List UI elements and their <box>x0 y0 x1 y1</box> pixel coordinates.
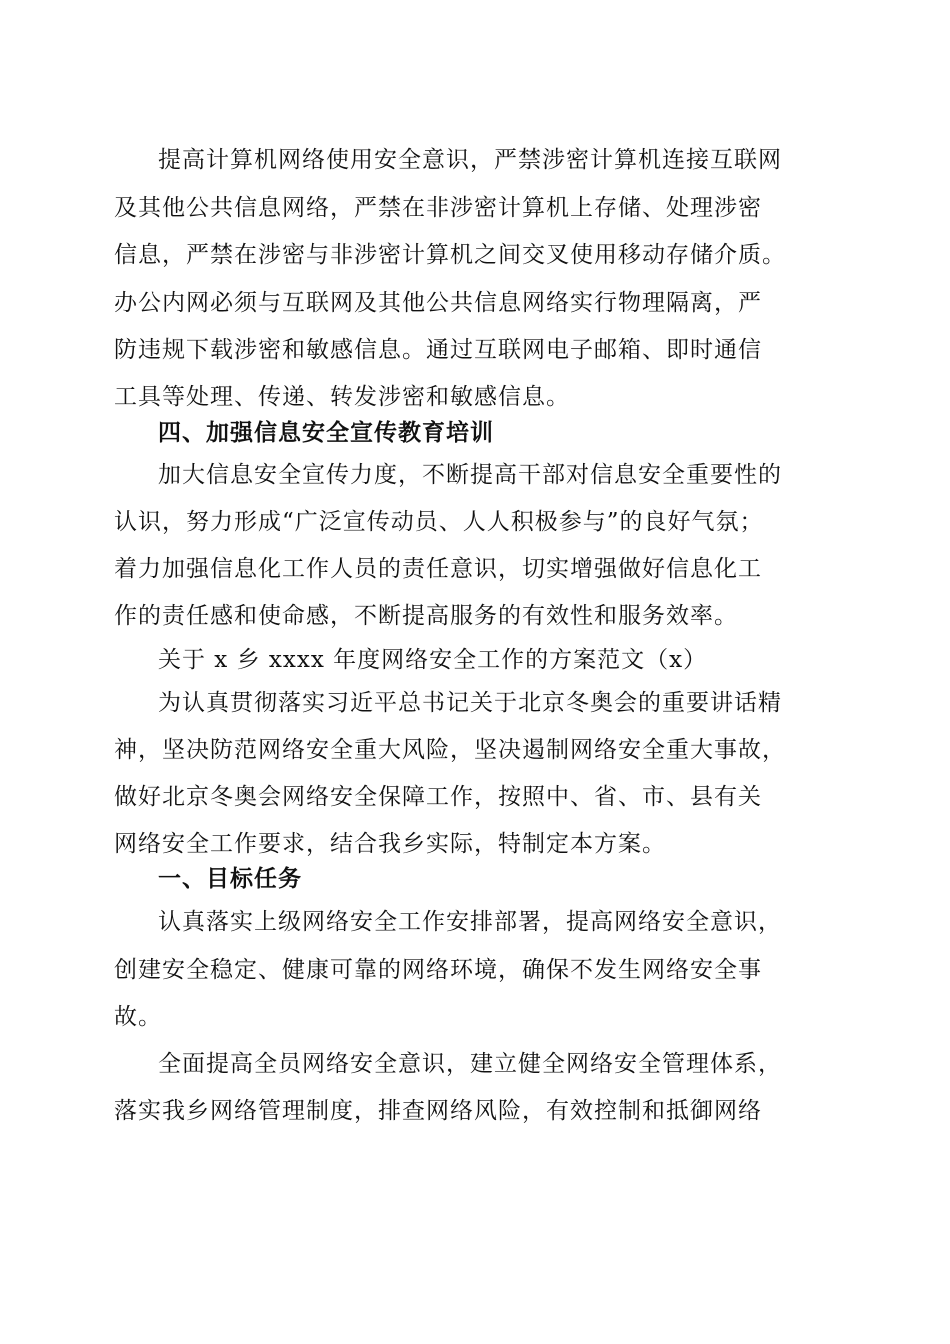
section-heading-1: 一、目标任务 <box>158 866 302 892</box>
paragraph-1-line-5: 防违规下载涉密和敏感信息。通过互联网电子邮箱、即时通信 <box>114 337 762 363</box>
paragraph-3-line-3: 做好北京冬奥会网络安全保障工作，按照中、省、市、县有关 <box>114 784 762 810</box>
paragraph-1-line-4: 办公内网必须与互联网及其他公共信息网络实行物理隔离，严 <box>114 290 762 316</box>
paragraph-2-line-2: 认识，努力形成“广泛宣传动员、人人积极参与”的良好气氛； <box>114 509 764 535</box>
document-title-line: 关于 x 乡 xxxx 年度网络安全工作的方案范文（x） <box>158 647 708 673</box>
paragraph-2-line-4: 作的责任感和使命感，不断提高服务的有效性和服务效率。 <box>114 603 738 629</box>
paragraph-2-line-3: 着力加强信息化工作人员的责任意识，切实增强做好信息化工 <box>114 556 762 582</box>
paragraph-4-line-3: 故。 <box>114 1004 162 1030</box>
paragraph-1-line-2: 及其他公共信息网络，严禁在非涉密计算机上存储、处理涉密 <box>114 195 762 221</box>
paragraph-4-line-1: 认真落实上级网络安全工作安排部署，提高网络安全意识， <box>158 909 782 935</box>
section-heading-4: 四、加强信息安全宣传教育培训 <box>158 420 494 446</box>
paragraph-4-line-2: 创建安全稳定、健康可靠的网络环境，确保不发生网络安全事 <box>114 957 762 983</box>
paragraph-3-line-2: 神，坚决防范网络安全重大风险，坚决遏制网络安全重大事故， <box>114 737 786 763</box>
paragraph-1-line-3: 信息，严禁在涉密与非涉密计算机之间交叉使用移动存储介质。 <box>114 242 786 268</box>
paragraph-5-line-2: 落实我乡网络管理制度，排查网络风险，有效控制和抵御网络 <box>114 1098 762 1124</box>
paragraph-3-line-4: 网络安全工作要求，结合我乡实际，特制定本方案。 <box>114 831 666 857</box>
paragraph-3-line-1: 为认真贯彻落实习近平总书记关于北京冬奥会的重要讲话精 <box>158 690 782 716</box>
paragraph-5-line-1: 全面提高全员网络安全意识，建立健全网络安全管理体系， <box>158 1051 782 1077</box>
paragraph-1-line-6: 工具等处理、传递、转发涉密和敏感信息。 <box>114 384 570 410</box>
paragraph-2-line-1: 加大信息安全宣传力度，不断提高干部对信息安全重要性的 <box>158 462 782 488</box>
paragraph-1-line-1: 提高计算机网络使用安全意识，严禁涉密计算机连接互联网 <box>158 147 782 173</box>
